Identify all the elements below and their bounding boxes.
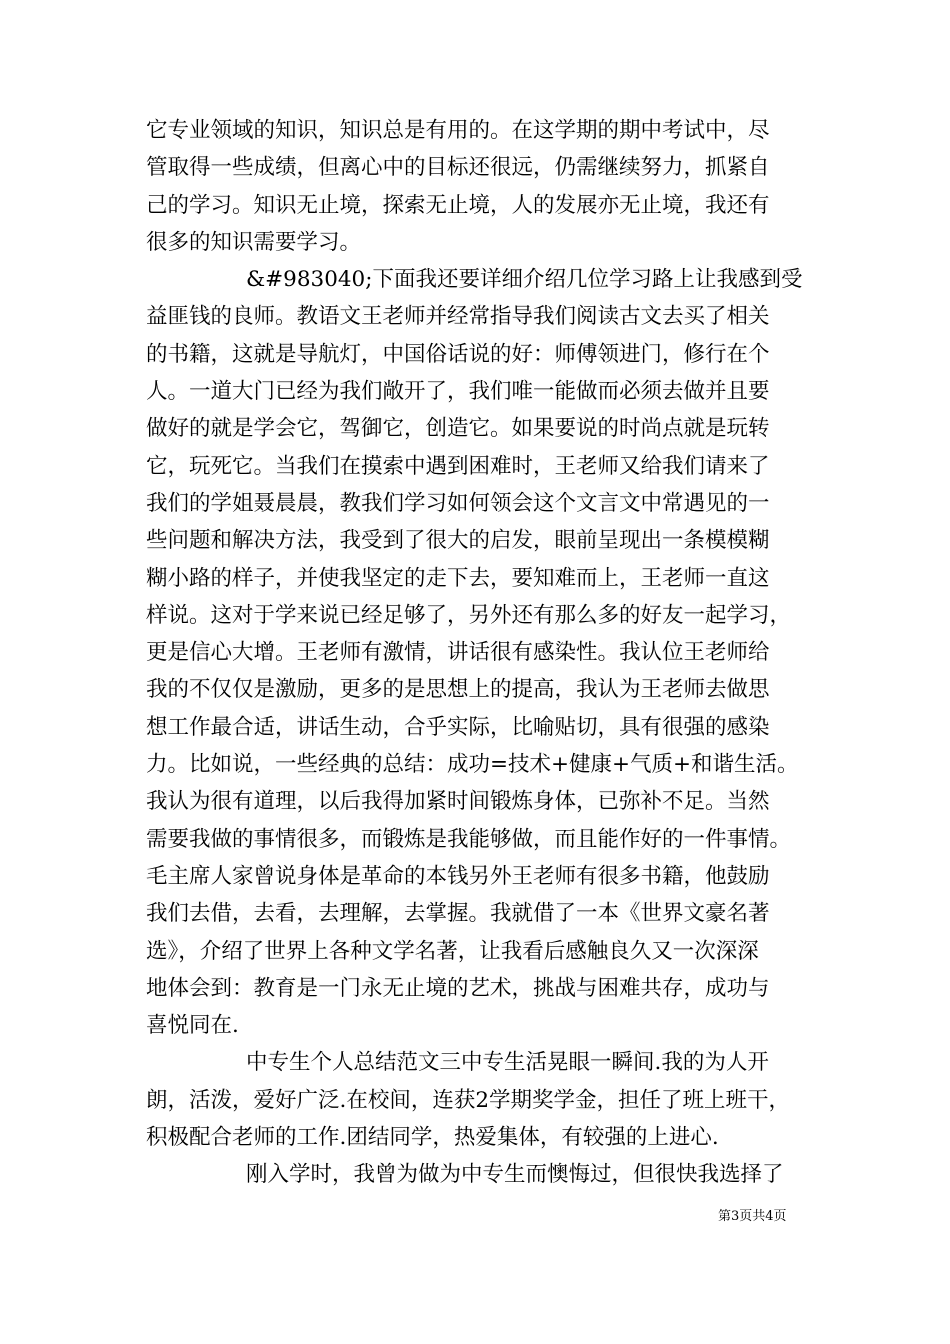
text-line: 喜悦同在. — [146, 1013, 239, 1039]
text-line: 它专业领域的知识，知识总是有用的。在这学期的期中考试中，尽 — [146, 118, 770, 143]
text-line: 的书籍，这就是导航灯，中国俗话说的好：师傅领进门，修行在个 — [146, 341, 770, 367]
text-line: 我认为很有道理，以后我得加紧时间锻炼身体，已弥补不足。当然 — [146, 789, 770, 815]
text-line: 它，玩死它。当我们在摸索中遇到困难时，王老师又给我们请来了 — [146, 453, 770, 479]
text-line: 益匪钱的良师。教语文王老师并经常指导我们阅读古文去买了相关 — [146, 304, 770, 330]
text-line: 做好的就是学会它，驾御它，创造它。如果要说的时尚点就是玩转 — [146, 416, 770, 442]
text-line: 选》，介绍了世界上各种文学名著，让我看后感触良久又一次深深 — [146, 938, 759, 964]
text-line: 我的不仅仅是激励，更多的是思想上的提高，我认为王老师去做思 — [146, 677, 770, 703]
text-line: 需要我做的事情很多，而锻炼是我能够做，而且能作好的一件事情。 — [146, 826, 792, 852]
text-line: 管取得一些成绩，但离心中的目标还很远，仍需继续努力，抓紧自 — [146, 155, 770, 181]
text-line: 糊小路的样子，并使我坚定的走下去，要知难而上，王老师一直这 — [146, 565, 770, 591]
text-line: 地体会到：教育是一门永无止境的艺术，挑战与困难共存，成功与 — [146, 975, 770, 1001]
text-line: 人。一道大门已经为我们敞开了，我们唯一能做而必须去做并且要 — [146, 379, 770, 405]
text-line: 力。比如说，一些经典的总结：成功=技术+健康+气质+和谐生活。 — [146, 752, 799, 778]
text-line: 我们的学姐聂晨晨，教我们学习如何领会这个文言文中常遇见的一 — [146, 490, 770, 516]
page-number: 第3页共4页 — [718, 1209, 787, 1224]
text-line: 毛主席人家曾说身体是革命的本钱另外王老师有很多书籍，他鼓励 — [146, 863, 770, 889]
text-line: 刚入学时，我曾为做为中专生而懊悔过，但很快我选择了 — [246, 1162, 784, 1188]
body-text — [146, 112, 826, 1194]
text-line: 更是信心大增。王老师有激情，讲话很有感染性。我认位王老师给 — [146, 640, 770, 666]
text-line: 很多的知识需要学习。 — [146, 229, 362, 255]
text-line: 积极配合老师的工作.团结同学，热爱集体，有较强的上进心. — [146, 1125, 719, 1151]
text-line: 样说。这对于学来说已经足够了，另外还有那么多的好友一起学习， — [146, 602, 792, 628]
text-line: 我们去借，去看，去理解，去掌握。我就借了一本《世界文豪名著 — [146, 901, 770, 927]
text-line: 些问题和解决方法，我受到了很大的启发，眼前呈现出一条模模糊 — [146, 528, 770, 554]
text-line: 朗，活泼，爱好广泛.在校间，连获2学期奖学金，担任了班上班干， — [146, 1087, 791, 1113]
text-line: 想工作最合适，讲话生动，合乎实际，比喻贴切，具有很强的感染 — [146, 714, 770, 740]
text-line: 己的学习。知识无止境，探索无止境，人的发展亦无止境，我还有 — [146, 192, 770, 218]
text-line: 中专生个人总结范文三中专生活晃眼一瞬间.我的为人开 — [246, 1050, 769, 1076]
text-line: &#983040;下面我还要详细介绍几位学习路上让我感到受 — [246, 267, 803, 293]
